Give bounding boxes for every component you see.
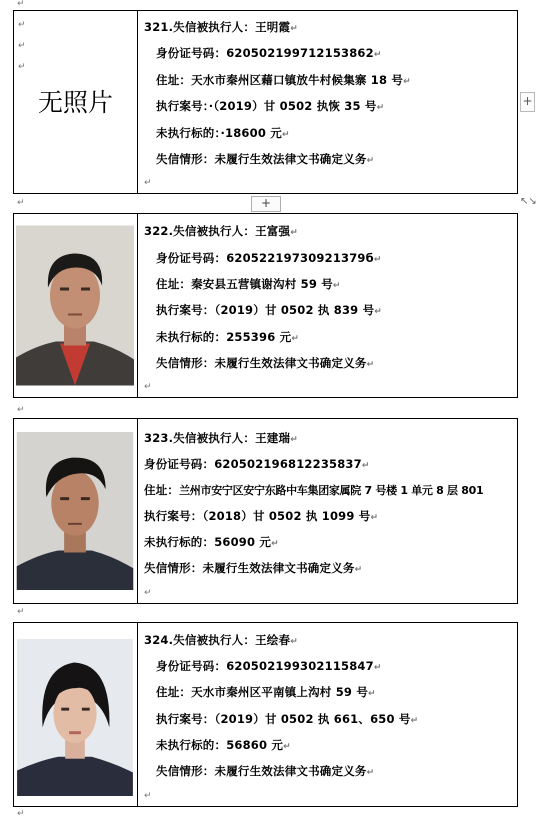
photo-cell <box>14 419 138 603</box>
add-column-icon[interactable]: + <box>520 92 535 112</box>
info-cell <box>138 214 517 397</box>
photo-cell <box>14 623 138 806</box>
unexecuted-amount-line: 未执行标的：·18600 元↵ <box>156 126 290 140</box>
paragraph-mark: ↵ <box>17 809 25 819</box>
case-number-line: 执行案号：·（2019）甘 0502 执恢 35 号↵ <box>156 99 385 113</box>
no-photo-label: 无照片 <box>37 88 113 117</box>
id-number-line: 身份证号码：620502199302115847↵ <box>156 659 382 673</box>
paragraph-mark: ↵ <box>144 791 152 801</box>
table-resize-icon[interactable]: ↖↘ <box>520 196 537 207</box>
add-row-icon[interactable]: + <box>251 196 281 212</box>
person-photo <box>16 639 134 796</box>
paragraph-mark: ↵ <box>144 588 152 598</box>
address-line: 住址：天水市秦州区平南镇上沟村 59 号↵ <box>156 685 376 699</box>
record-card-322 <box>13 213 518 398</box>
paragraph-mark: ↵ <box>144 382 152 392</box>
paragraph-mark: ↵ <box>17 198 25 208</box>
info-cell <box>138 419 517 603</box>
case-number-line: 执行案号：（2019）甘 0502 执 661、650 号↵ <box>156 712 419 726</box>
case-number-line: 执行案号：（2018）甘 0502 执 1099 号↵ <box>144 509 379 523</box>
photo-cell <box>14 11 138 193</box>
paragraph-mark: ↵ <box>18 20 26 30</box>
info-cell <box>138 623 517 806</box>
info-cell <box>138 11 517 193</box>
paragraph-mark: ↵ <box>17 0 25 9</box>
dishonesty-status-line: 失信情形：未履行生效法律文书确定义务↵ <box>156 152 375 166</box>
unexecuted-amount-line: 未执行标的：255396 元↵ <box>156 330 300 344</box>
record-header: 323.失信被执行人：王建瑞↵ <box>144 431 298 445</box>
record-card-321 <box>13 10 518 194</box>
paragraph-mark: ↵ <box>17 607 25 617</box>
address-line: 住址：秦安县五营镇谢沟村 59 号↵ <box>156 277 341 291</box>
person-photo <box>16 432 134 590</box>
unexecuted-amount-line: 未执行标的：56860 元↵ <box>156 738 291 752</box>
dishonesty-status-line: 失信情形：未履行生效法律文书确定义务↵ <box>144 561 363 575</box>
record-header: 321.失信被执行人：王明霞↵ <box>144 20 298 34</box>
paragraph-mark: ↵ <box>17 405 25 415</box>
record-header: 324.失信被执行人：王绘春↵ <box>144 633 298 647</box>
paragraph-mark: ↵ <box>144 178 152 188</box>
record-header: 322.失信被执行人：王富强↵ <box>144 224 298 238</box>
dishonesty-status-line: 失信情形：未履行生效法律文书确定义务↵ <box>156 764 375 778</box>
address-line: 住址：兰州市安宁区安宁东路中车集团家属院 7 号楼 1 单元 8 层 801 <box>144 483 484 497</box>
record-card-324 <box>13 622 518 807</box>
dishonesty-status-line: 失信情形：未履行生效法律文书确定义务↵ <box>156 356 375 370</box>
person-photo <box>16 225 134 386</box>
paragraph-mark: ↵ <box>18 62 26 72</box>
case-number-line: 执行案号：（2019）甘 0502 执 839 号↵ <box>156 303 383 317</box>
id-number-line: 身份证号码：620502196812235837↵ <box>144 457 370 471</box>
unexecuted-amount-line: 未执行标的：56090 元↵ <box>144 535 279 549</box>
record-card-323 <box>13 418 518 604</box>
id-number-line: 身份证号码：620502199712153862↵ <box>156 46 382 60</box>
paragraph-mark: ↵ <box>18 41 26 51</box>
photo-cell <box>14 214 138 397</box>
id-number-line: 身份证号码：62052219730921379б↵ <box>156 251 382 265</box>
address-line: 住址：天水市秦州区藉口镇放牛村候集寨 18 号↵ <box>156 73 411 87</box>
